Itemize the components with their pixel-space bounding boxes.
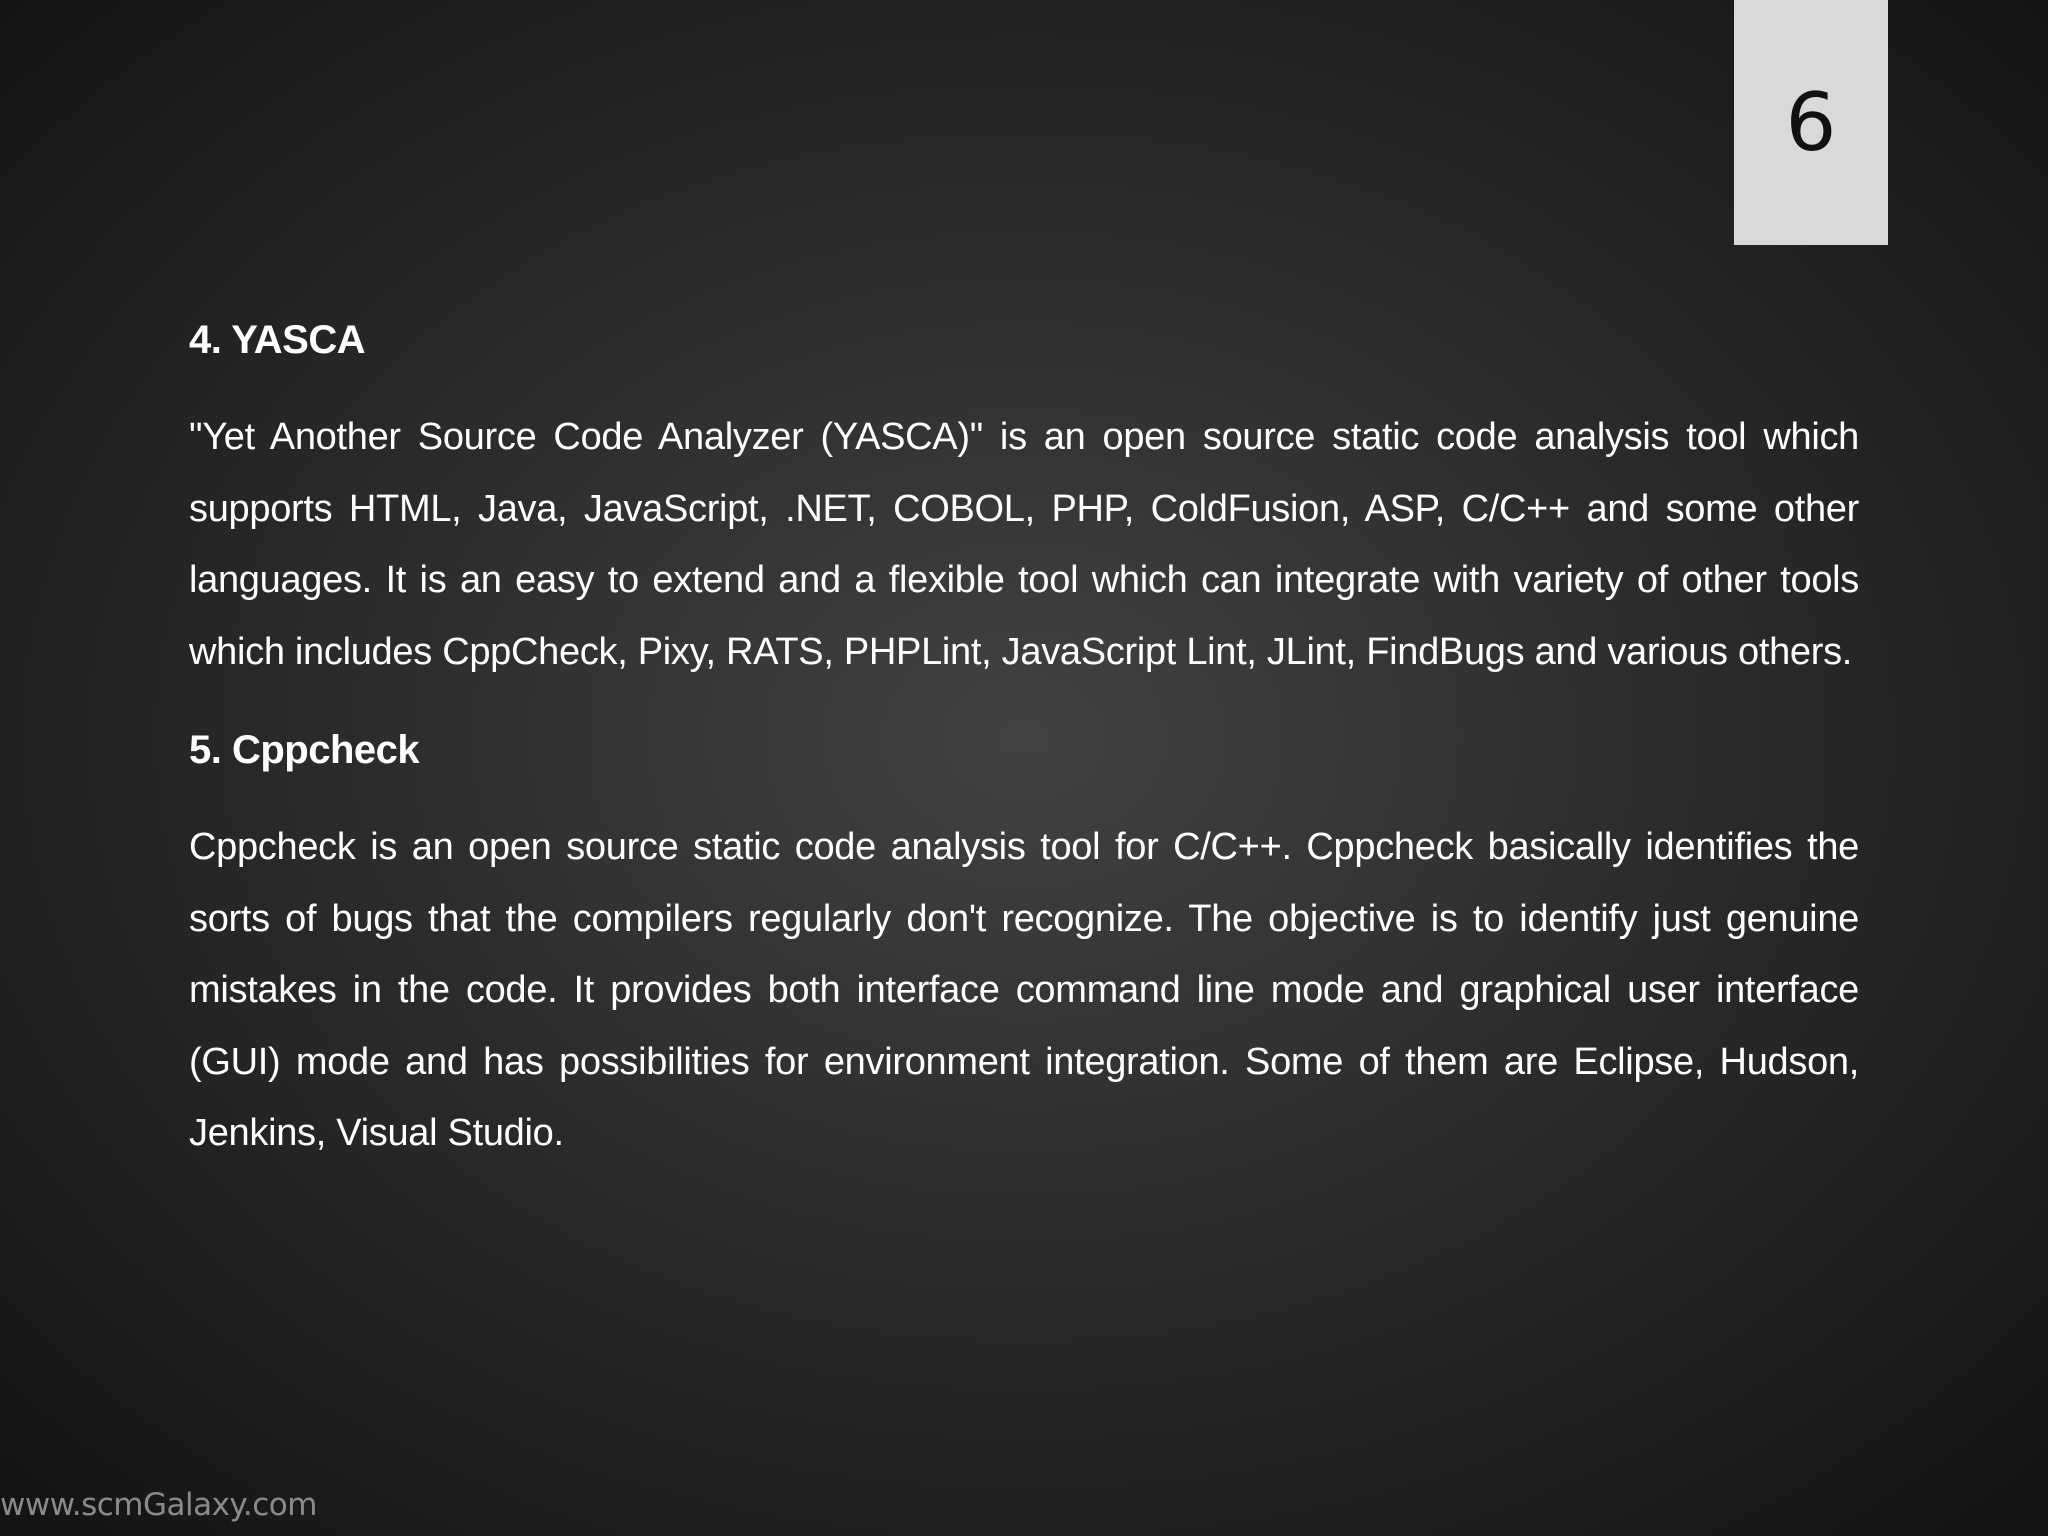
section-heading-cppcheck: 5. Cppcheck [189,728,420,772]
footer-url: www.scmGalaxy.com [0,1487,317,1523]
section-heading-yasca: 4. YASCA [189,318,366,362]
slide-content [189,310,1859,1202]
page-number: 6 [1734,0,1888,245]
section-body-yasca: "Yet Another Source Code Analyzer (YASCA)" is an open source static code analysis tool which supports HTML, Java, JavaScript, .NET, COBOL, PHP, ColdFusion, ASP, C/C++ and some other languages. It is an easy to extend and a flexible tool which can integrate with variety of other tools which includes CppCheck, Pixy, RATS, PHPLint, JavaScript Lint, JLint, FindBugs and various others. [189,416,1859,673]
section-body-cppcheck: Cppcheck is an open source static code analysis tool for C/C++. Cppcheck basically identifies the sorts of bugs that the compilers regularly don't recognize. The objective is to identify just genuine mistakes in the code. It provides both interface command line mode and graphical user interface (GUI) mode and has possibilities for environment integration. Some of them are Eclipse, Hudson, Jenkins, Visual Studio. [189,826,1859,1154]
